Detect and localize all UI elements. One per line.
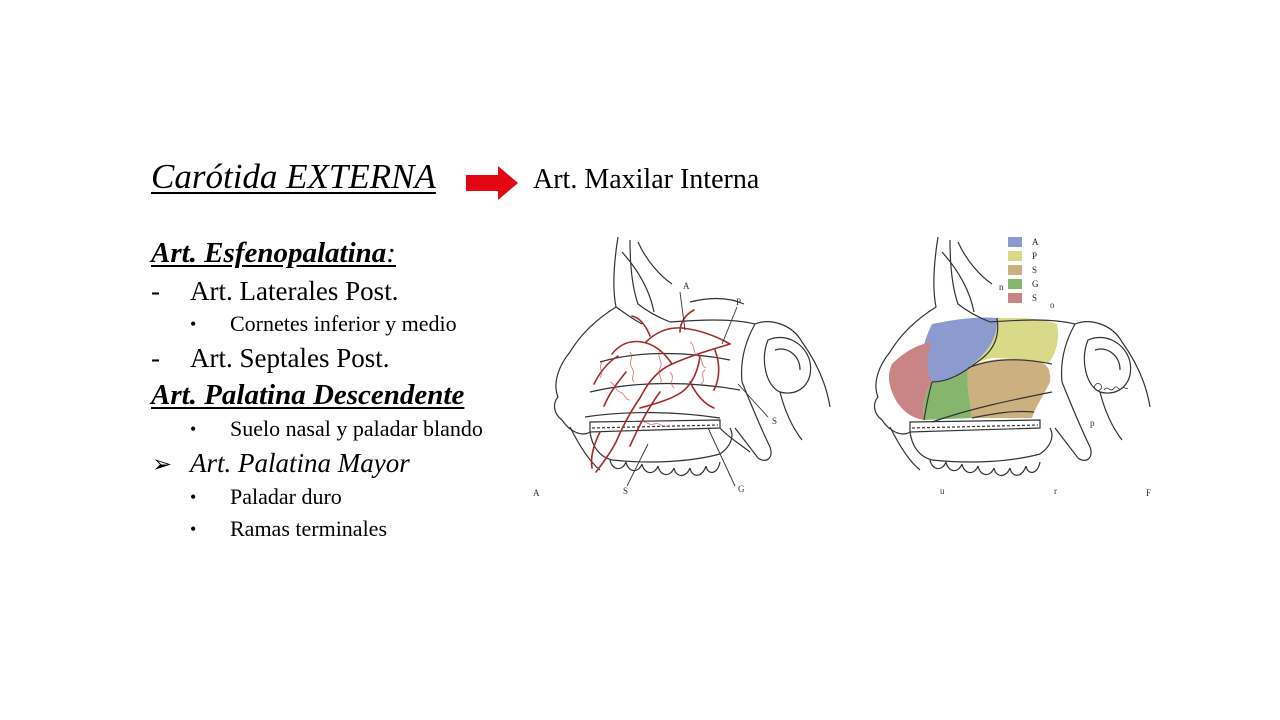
bullet-marker: • — [190, 519, 197, 539]
chevron-bullet-icon: ➢ — [152, 452, 173, 478]
right-arrow-icon — [466, 166, 518, 200]
vascular-territories-figure — [862, 232, 1154, 500]
label-corner-A: A — [533, 488, 540, 498]
slide-title: Carótida EXTERNA — [151, 157, 436, 196]
item-septales-post: Art. Septales Post. — [190, 343, 390, 373]
target-artery: Art. Maxilar Interna — [533, 164, 760, 195]
heading-esfenopalatina — [151, 237, 396, 270]
side-label-u: u — [940, 486, 945, 496]
legend-label-a: A — [1032, 237, 1039, 247]
bullet-marker: • — [190, 419, 197, 439]
legend — [1008, 237, 1039, 303]
label-S-right: S — [772, 416, 778, 426]
legend-swatch-a — [1008, 237, 1022, 247]
item-laterales-post: Art. Laterales Post. — [190, 276, 399, 306]
subitem-ramas-terminales: Ramas terminales — [230, 516, 388, 541]
legend-label-g: G — [1032, 279, 1039, 289]
subitem-cornetes: Cornetes inferior y medio — [230, 311, 457, 336]
legend-label-s2: S — [1032, 293, 1038, 303]
side-label-p: p — [1090, 418, 1095, 428]
heading-palatina-descendente: Art. Palatina Descendente — [151, 379, 465, 411]
dash-marker: - — [151, 343, 160, 373]
label-S-bottom: S — [623, 486, 629, 496]
side-label-n: n — [999, 282, 1004, 292]
label-A: A — [683, 281, 690, 291]
label-G: G — [738, 484, 745, 494]
nasal-wall-arteries-figure — [530, 232, 835, 500]
dash-marker: - — [151, 276, 160, 306]
side-label-r: r — [1054, 486, 1057, 496]
legend-swatch-g — [1008, 279, 1022, 289]
heading-colon: : — [386, 237, 396, 269]
legend-label-s: S — [1032, 265, 1038, 275]
legend-swatch-s — [1008, 265, 1022, 275]
item-palatina-mayor: Art. Palatina Mayor — [190, 448, 410, 478]
bullet-marker: • — [190, 487, 197, 507]
legend-label-p: P — [1032, 251, 1038, 261]
bullet-marker: • — [190, 314, 197, 334]
subitem-paladar-duro: Paladar duro — [230, 484, 342, 509]
legend-swatch-p — [1008, 251, 1022, 261]
side-label-F: F — [1146, 488, 1152, 498]
side-label-o: o — [1050, 300, 1055, 310]
heading-esfenopalatina-label: Art. Esfenopalatina — [151, 237, 387, 269]
subitem-suelo-nasal: Suelo nasal y paladar blando — [230, 416, 483, 441]
label-P: P — [736, 297, 742, 307]
legend-swatch-s2 — [1008, 293, 1022, 303]
